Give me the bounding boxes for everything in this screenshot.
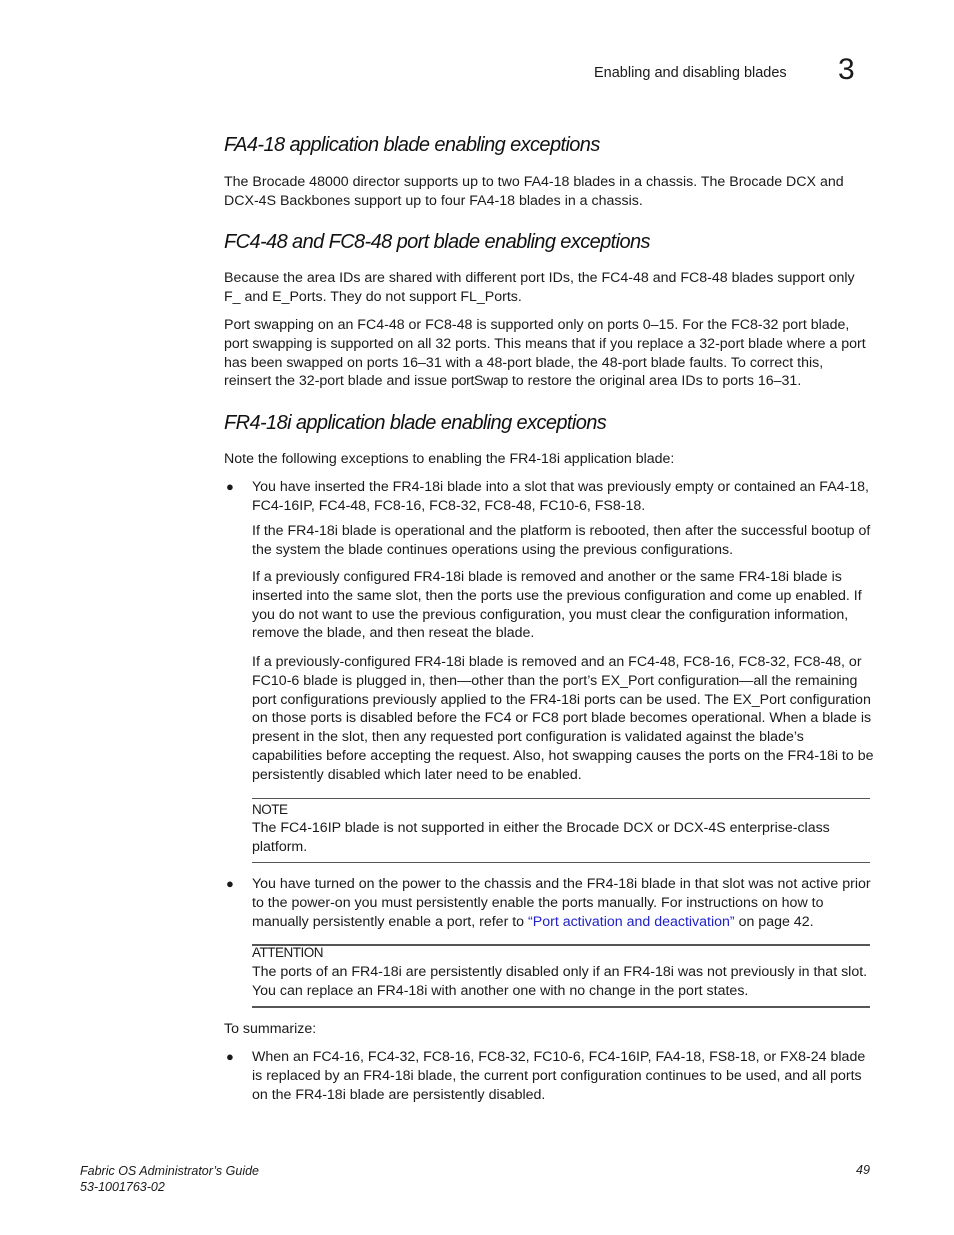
- text-run: Port swapping on an FC4-48 or FC8-48 is supported only on ports 0–15. For the FC8-32 port blade, port swapping is supported on all 32 ports. This means that if you replace a 32-port blade where a port has been swapped on ports 16–31 with a 48-port blade, the 48-port blade faults. To correct this, reinsert the 32-port blade and issue: [224, 317, 866, 390]
- text-run: You have turned on the power to the chassis and the FR4-18i blade in that slot was not active prior to the power-on you must persistently enable the ports manually. For instructions on how to manually persistently enable a port, refer to: [252, 876, 871, 930]
- paragraph: Note the following exceptions to enabling the FR4-18i application blade:: [224, 451, 675, 467]
- attention-top-rule: [252, 944, 870, 946]
- list-item: When an FC4-16, FC4-32, FC8-16, FC8-32, FC10-6, FC4-16IP, FA4-18, FS8-18, or FX8-24 blade is replaced by an FR4-18i blade, the current port configuration continues to be used, and all ports on the FR4-18i blade are persistently disabled.: [252, 1049, 866, 1103]
- paragraph: [224, 316, 874, 391]
- page-number: 49: [856, 1163, 870, 1177]
- section-heading-fc4-48: FC4-48 and FC8-48 port blade enabling exceptions: [224, 231, 650, 253]
- paragraph: If a previously configured FR4-18i blade is removed and another or the same FR4-18i blade is inserted into the same slot, then the ports use the previous configuration and come up enabled. If you do not want to use the previous configuration, you must clear the configuration information, remove the blade, and then reseat the blade.: [252, 569, 862, 642]
- attention-text: The ports of an FR4-18i are persistently disabled only if an FR4-18i was not previously in that slot. You can replace an FR4-18i with another one with no change in the port states.: [252, 964, 868, 999]
- section-heading-fr4-18i: FR4-18i application blade enabling exceptions: [224, 412, 607, 434]
- text-run: to restore the original area IDs to ports 16–31.: [507, 373, 802, 390]
- paragraph: To summarize:: [224, 1021, 317, 1037]
- footer-doc-number: 53-1001763-02: [80, 1180, 165, 1194]
- text-run: on page 42.: [734, 913, 814, 930]
- paragraph: Because the area IDs are shared with different port IDs, the FC4-48 and FC8-48 blades support only F_ and E_Ports. They do not support FL_Ports.: [224, 270, 855, 305]
- chapter-number: 3: [838, 53, 855, 86]
- bullet-icon: ●: [226, 479, 234, 494]
- paragraph: If the FR4-18i blade is operational and the platform is rebooted, then after the successful bootup of the system the blade continues operations using the previous configurations.: [252, 523, 871, 558]
- list-item: [252, 875, 874, 931]
- note-top-rule: [252, 798, 870, 799]
- paragraph: The Brocade 48000 director supports up to two FA4-18 blades in a chassis. The Brocade DCX and DCX-4S Backbones support up to four FA4-18 blades in a chassis.: [224, 174, 844, 209]
- port-activation-link[interactable]: “Port activation and deactivation”: [528, 913, 735, 930]
- note-text: The FC4-16IP blade is not supported in either the Brocade DCX or DCX-4S enterprise-class platform.: [252, 820, 830, 855]
- header-section-title: Enabling and disabling blades: [594, 65, 787, 81]
- paragraph: If a previously-configured FR4-18i blade is removed and an FC4-48, FC8-16, FC8-32, FC8-48, or FC10-6 blade is plugged in, then—other than the port’s EX_Port configuration—all the remaining port configurations previously applied to the FR4-18i ports can be used. The EX_Port configuration on those ports is disabled before the FC4 or FC8 port blade becomes operational. When a blade is present in the slot, then any requested port configuration is validated against the blade’s capabilities before accepting the request. Also, hot swapping causes the ports on the FR4-18i to be persistently disabled which later need to be enabled.: [252, 654, 874, 783]
- note-bottom-rule: [252, 862, 870, 863]
- footer-guide-title: Fabric OS Administrator’s Guide: [80, 1164, 259, 1178]
- attention-label: ATTENTION: [252, 945, 323, 960]
- bullet-icon: ●: [226, 876, 234, 891]
- bullet-icon: ●: [226, 1049, 234, 1064]
- attention-bottom-rule: [252, 1006, 870, 1008]
- command-portswap: portSwap: [451, 373, 508, 390]
- list-item: You have inserted the FR4-18i blade into a slot that was previously empty or contained an FA4-18, FC4-16IP, FC4-48, FC8-16, FC8-32, FC8-48, FC10-6, FS8-18.: [252, 479, 869, 514]
- note-label: NOTE: [252, 802, 288, 817]
- section-heading-fa4-18: FA4-18 application blade enabling exceptions: [224, 134, 600, 156]
